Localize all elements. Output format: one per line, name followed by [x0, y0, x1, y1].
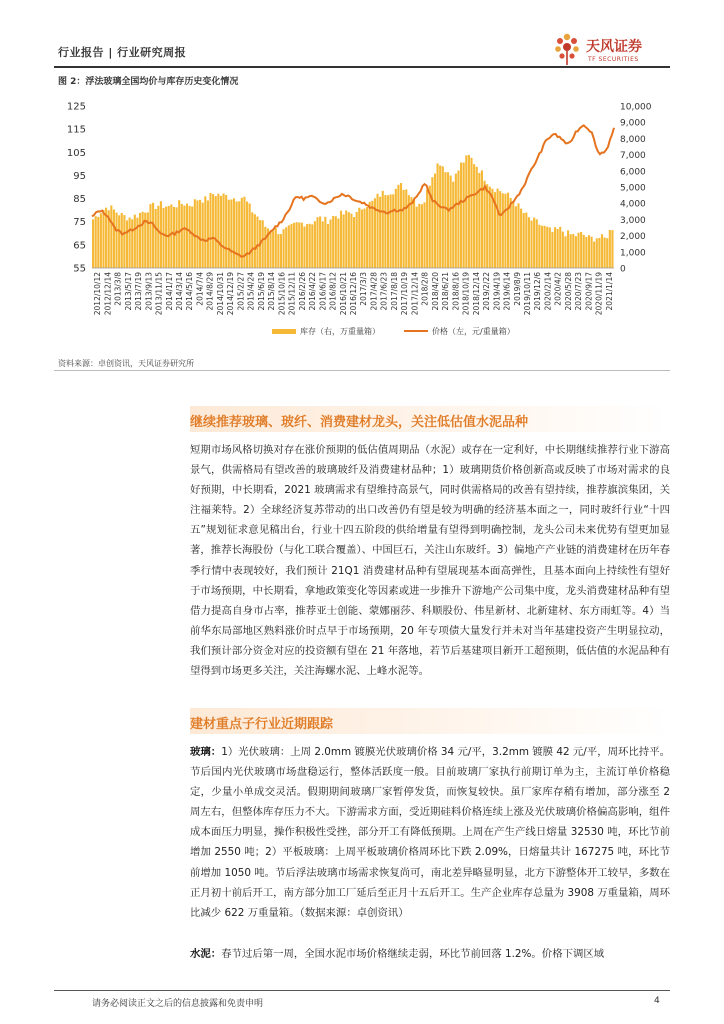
- company-logo: [540, 30, 670, 68]
- inventory-bar: [413, 199, 415, 268]
- inventory-bar: [403, 190, 405, 268]
- x-axis-tick-label: 2013/3/8: [113, 272, 123, 306]
- inventory-bar: [212, 194, 214, 268]
- x-axis-tick-label: 2017/4/28: [369, 272, 379, 311]
- left-axis-tick-label: 55: [73, 263, 86, 275]
- inventory-bar: [118, 215, 120, 268]
- inventory-bar: [269, 230, 271, 268]
- inventory-bar: [455, 174, 457, 268]
- inventory-bar: [606, 238, 608, 268]
- right-axis-tick-label: 2,000: [620, 232, 646, 243]
- right-axis-tick-label: 4,000: [620, 199, 646, 210]
- glass-paragraph: [190, 742, 670, 923]
- left-axis-tick-label: 105: [66, 147, 86, 159]
- inventory-bar: [580, 232, 582, 268]
- x-axis-tick-label: 2012/12/14: [103, 272, 113, 316]
- inventory-bar: [301, 223, 303, 268]
- inventory-bar: [460, 163, 462, 268]
- inventory-bar: [283, 229, 285, 268]
- inventory-bar: [236, 202, 238, 268]
- inventory-bar: [554, 227, 556, 268]
- inventory-bar: [126, 220, 128, 268]
- inventory-bar: [134, 215, 136, 268]
- inventory-bar: [358, 208, 360, 268]
- x-axis-tick-label: 2015/6/19: [256, 272, 266, 311]
- inventory-bar: [264, 227, 266, 268]
- x-axis-tick-label: 2013/11/15: [154, 272, 164, 316]
- inventory-bar: [249, 203, 251, 268]
- inventory-bar: [288, 225, 290, 268]
- inventory-bar: [324, 217, 326, 268]
- inventory-bar: [596, 238, 598, 268]
- x-axis-tick-label: 2019/12/6: [533, 272, 543, 311]
- inventory-bar: [369, 202, 371, 268]
- inventory-bar: [207, 200, 209, 268]
- x-axis-tick-label: 2016/2/26: [297, 272, 307, 311]
- inventory-bar: [510, 198, 512, 268]
- inventory-bar: [280, 234, 282, 268]
- inventory-bar: [272, 231, 274, 268]
- inventory-bar: [405, 189, 407, 268]
- inventory-bar: [314, 221, 316, 268]
- inventory-bar: [497, 189, 499, 268]
- inventory-bar: [533, 218, 535, 268]
- inventory-bar: [100, 213, 102, 268]
- inventory-bar: [123, 215, 125, 268]
- inventory-bar: [337, 219, 339, 268]
- inventory-bar: [95, 216, 97, 268]
- inventory-bar: [191, 206, 193, 268]
- inventory-bar: [549, 227, 551, 268]
- x-axis-tick-label: 2019/6/14: [502, 272, 512, 311]
- inventory-bar: [504, 194, 506, 268]
- x-axis-tick-label: 2017/6/23: [379, 272, 389, 311]
- left-axis-tick-label: 125: [66, 101, 86, 113]
- inventory-bar: [523, 213, 525, 268]
- x-axis-tick-label: 2019/2/22: [482, 272, 492, 311]
- inventory-bar: [275, 228, 277, 268]
- inventory-bar: [517, 203, 519, 268]
- x-axis-tick-label: 2015/10/16: [277, 272, 287, 316]
- x-axis-tick-label: 2016/12/16: [349, 272, 358, 316]
- inventory-bar: [256, 217, 258, 268]
- inventory-bar: [611, 230, 613, 268]
- inventory-bar: [486, 184, 488, 268]
- inventory-bar: [525, 213, 527, 268]
- right-axis-tick-label: 6,000: [620, 167, 646, 178]
- inventory-bar: [564, 236, 566, 268]
- inventory-bar: [220, 196, 222, 268]
- inventory-bar: [102, 210, 104, 268]
- inventory-bar: [356, 212, 358, 268]
- inventory-bar: [199, 200, 201, 268]
- inventory-bar: [489, 187, 491, 268]
- inventory-bar: [546, 227, 548, 268]
- inventory-bar: [215, 196, 217, 268]
- inventory-bar: [225, 195, 227, 268]
- inventory-bar: [575, 236, 577, 268]
- left-axis-tick-label: 85: [73, 194, 86, 206]
- header-divider: [54, 66, 670, 68]
- inventory-bar: [528, 217, 530, 268]
- right-axis-tick-label: 7,000: [620, 151, 646, 162]
- x-axis-tick-label: 2016/4/22: [308, 272, 318, 311]
- right-axis-tick-label: 3,000: [620, 215, 646, 226]
- inventory-bar: [538, 225, 540, 268]
- inventory-bar: [557, 229, 559, 268]
- inventory-bar: [567, 230, 569, 268]
- inventory-bar: [384, 195, 386, 268]
- inventory-bar: [254, 214, 256, 268]
- inventory-bar: [418, 204, 420, 268]
- report-type-title: 行业报告 | 行业研究周报: [58, 46, 187, 59]
- inventory-bar: [309, 224, 311, 268]
- x-axis-tick-label: 2014/12/19: [226, 272, 236, 316]
- inventory-bar: [439, 166, 441, 268]
- inventory-bar: [345, 210, 347, 268]
- inventory-bar: [330, 219, 332, 268]
- inventory-bar: [170, 204, 172, 268]
- inventory-bar: [447, 172, 449, 268]
- inventory-bar: [348, 212, 350, 268]
- inventory-bar: [363, 209, 365, 268]
- inventory-bar: [379, 197, 381, 268]
- right-axis-tick-label: 10,000: [620, 102, 652, 113]
- x-axis-tick-label: 2015/4/24: [246, 272, 256, 311]
- inventory-bar: [585, 237, 587, 268]
- x-axis-tick-label: 2020/2/14: [543, 272, 553, 311]
- inventory-bar: [593, 242, 595, 268]
- inventory-bar: [588, 235, 590, 268]
- inventory-bar: [217, 194, 219, 268]
- inventory-bar: [340, 211, 342, 268]
- logo-chinese-name: 天风证券: [586, 39, 642, 55]
- x-axis-tick-label: 2014/3/14: [175, 272, 184, 311]
- inventory-bar: [476, 167, 478, 268]
- inventory-bar: [332, 216, 334, 268]
- inventory-bar: [176, 207, 178, 268]
- x-axis-tick-label: 2018/12/14: [471, 272, 481, 316]
- inventory-bar: [178, 200, 180, 268]
- inventory-bar: [457, 171, 459, 268]
- inventory-bar: [570, 234, 572, 268]
- inventory-bar: [512, 201, 514, 268]
- price-inventory-chart: [54, 96, 670, 356]
- inventory-bar: [452, 182, 454, 268]
- inventory-bar: [434, 174, 436, 268]
- inventory-bar: [186, 204, 188, 268]
- inventory-bar: [129, 218, 131, 268]
- cement-paragraph: [190, 944, 670, 964]
- inventory-bar: [583, 235, 585, 268]
- x-axis-tick-label: 2015/12/11: [287, 272, 297, 316]
- inventory-bar: [442, 166, 444, 268]
- inventory-bar: [470, 158, 472, 268]
- logo-english-name: TF SECURITIES: [588, 56, 639, 63]
- inventory-bar: [110, 205, 112, 268]
- inventory-bar: [371, 201, 373, 268]
- left-axis-tick-label: 115: [66, 124, 86, 136]
- section1-title: 继续推荐玻璃、玻纤、消费建材龙头，关注低估值水泥品种: [190, 415, 529, 430]
- cement-text: 春节过后第一周，全国水泥市场价格继续走弱，环比节前回落 1.2%。价格下调区域: [221, 948, 605, 960]
- x-axis-tick-label: 2020/11/19: [594, 272, 604, 316]
- inventory-bar: [478, 173, 480, 268]
- inventory-bar: [165, 207, 167, 268]
- inventory-bar: [173, 207, 175, 268]
- section1-paragraph: 短期市场风格切换对存在涨价预期的低估值周期品（水泥）或存在一定利好，中长期继续推荐行业下游高景气，供需格局有望改善的玻璃玻纤及消费建材品种；1）玻璃期货价格创新高或反映了市场对需求的良好预期，中长期看，2021 玻璃需求有望维持高景气，同时供需格局的改善有望持续，推荐旗滨集团，关注福莱特。2）全球经济复苏带动的出口改善仍有望是较为明确的经济基本面之一，同时玻纤行业“十四五”规划征求意见稿出台，行业十四五阶段的供给增量有望得到明确控制，龙头公司未来优势有望更加显著，推荐长海股份（与化工联合覆盖）、中国巨石，关注山东玻纤。3）偏地产产业链的消费建材在历年春季行情中表现较好，我们预计 21Q1 消费建材品种有望展现基本面高弹性，且基本面向上持续性有望好于市场预期，中长期看，拿地政策变化等因素或进一步推升下游地产公司集中度，龙头消费建材品种有望借力提高自身市占率，推荐亚士创能、蒙娜丽莎、科顺股份、伟星新材、北新建材、东方雨虹等。4）当前华东局部地区熟料涨价时点早于市场预期，20 年专项债大量发行并未对当年基建投资产生明显拉动，我们预计部分资金对应的投资额有望在 21 年落地，若节后基建项目新开工超预期，低估值的水泥品种有望得到市场更多关注，关注海螺水泥、上峰水泥等。: [190, 444, 670, 678]
- inventory-bar: [559, 227, 561, 268]
- source-divider: [54, 370, 670, 371]
- x-axis-tick-label: 2018/6/21: [441, 272, 451, 311]
- inventory-bar: [551, 232, 553, 268]
- inventory-bar: [277, 234, 279, 268]
- glass-text: 1）光伏玻璃：上周 2.0mm 镀膜光伏玻璃价格 34 元/平，3.2mm 镀膜 42 元/平，周环比持平。节后国内光伏玻璃市场盘稳运行，整体活跃度一般。目前玻璃厂家执行前期订单为主，主流订单价格稳定，少量小单成交灵活。假期期间玻璃厂家暂停发货，而恢复较快。虽厂家库存稍有增加，部分涨至 2 周左右，但整体库存压力不大。下游需求方面，受近期硅料价格连续上涨及光伏玻璃价格偏高影响，组件成本面压力明显，操作积极性受挫，部分开工有降低预期。上周在产生产线日熔量 32530 吨，环比节前增加 2550 吨；2）平板玻璃：上周平板玻璃价格周环比下跌 2.09%，日熔量共计 167275 吨，环比节前增加 1050 吨。节后浮法玻璃市场需求恢复尚可，南北差异略显明显，北方下游整体开工较早，多数在正月初十前后开工，南方部分加工厂延后至正月十五后开工。生产企业库存总量为 3908 万重量箱，周环比减少 622 万重量箱。（数据来源：卓创资讯）: [190, 746, 670, 919]
- inventory-bar: [223, 194, 225, 268]
- right-axis-tick-label: 5,000: [620, 183, 646, 194]
- x-axis-tick-label: 2016/8/12: [328, 272, 338, 311]
- inventory-bar: [544, 226, 546, 268]
- inventory-bar: [322, 221, 324, 268]
- x-axis-tick-label: 2012/10/12: [93, 272, 103, 316]
- x-axis-tick-label: 2020/4/2: [553, 272, 563, 306]
- inventory-bar: [353, 217, 355, 268]
- inventory-bar: [431, 177, 433, 268]
- inventory-bar: [189, 206, 191, 268]
- inventory-bar: [335, 216, 337, 268]
- x-axis-tick-label: 2018/4/20: [430, 272, 440, 311]
- x-axis-tick-label: 2014/5/16: [185, 272, 195, 311]
- inventory-bar: [562, 232, 564, 268]
- inventory-bar: [183, 206, 185, 268]
- x-axis-tick-label: 2020/9/17: [584, 272, 594, 311]
- inventory-bar: [390, 194, 392, 268]
- inventory-bar: [293, 223, 295, 268]
- glass-label: 玻璃：: [190, 746, 222, 758]
- logo-flower-icon: [552, 32, 582, 66]
- inventory-bar: [303, 226, 305, 268]
- inventory-bar: [598, 238, 600, 268]
- x-axis-tick-label: 2015/2/27: [236, 272, 246, 311]
- footer-divider: [54, 990, 670, 991]
- inventory-bar: [316, 217, 318, 268]
- inventory-bar: [306, 224, 308, 268]
- x-axis-tick-label: 2019/10/11: [523, 272, 532, 316]
- inventory-bar: [499, 191, 501, 268]
- legend-inventory-swatch: [272, 329, 296, 334]
- inventory-bar: [376, 194, 378, 268]
- x-axis-tick-label: 2020/7/23: [574, 272, 584, 311]
- inventory-bar: [536, 219, 538, 268]
- inventory-bar: [298, 222, 300, 268]
- inventory-bar: [149, 204, 151, 268]
- inventory-bar: [468, 155, 470, 268]
- inventory-bar: [473, 164, 475, 268]
- inventory-bar: [233, 198, 235, 268]
- x-axis-tick-label: 2013/5/17: [123, 272, 133, 311]
- inventory-bar: [395, 189, 397, 268]
- inventory-bar: [423, 202, 425, 268]
- inventory-bar: [507, 193, 509, 268]
- x-axis-tick-label: 2014/10/31: [215, 272, 225, 316]
- x-axis-tick-label: 2018/2/8: [420, 272, 430, 306]
- inventory-bar: [591, 237, 593, 268]
- inventory-bar: [296, 222, 298, 268]
- inventory-bar: [465, 155, 467, 268]
- x-axis-tick-label: 2016/6/17: [318, 272, 328, 311]
- inventory-bar: [285, 227, 287, 268]
- inventory-bar: [609, 230, 611, 268]
- inventory-bar: [577, 233, 579, 268]
- right-axis-tick-label: 9,000: [620, 118, 646, 129]
- inventory-bar: [421, 204, 423, 268]
- x-axis-tick-label: 2020/5/28: [563, 272, 573, 311]
- inventory-bar: [142, 212, 144, 268]
- inventory-bar: [230, 200, 232, 268]
- inventory-bar: [155, 209, 157, 268]
- inventory-bar: [311, 224, 313, 268]
- right-axis-tick-label: 0: [620, 264, 626, 275]
- figure-source: 资料来源：卓创资讯，天风证券研究所: [58, 359, 194, 368]
- inventory-bar: [397, 185, 399, 268]
- left-axis-tick-label: 95: [73, 170, 86, 182]
- inventory-bar: [115, 213, 117, 268]
- inventory-bar: [238, 201, 240, 268]
- inventory-bar: [515, 206, 517, 268]
- inventory-bar: [246, 201, 248, 268]
- inventory-bar: [604, 237, 606, 268]
- right-axis-tick-label: 8,000: [620, 134, 646, 145]
- inventory-bar: [601, 234, 603, 268]
- inventory-bar: [209, 193, 211, 268]
- inventory-bar: [97, 217, 99, 268]
- x-axis-tick-label: 2017/12/14: [410, 272, 420, 316]
- inventory-bar: [327, 224, 329, 268]
- inventory-bar: [243, 197, 245, 268]
- x-axis-tick-label: 2015/8/14: [267, 272, 277, 311]
- inventory-bar: [520, 209, 522, 268]
- inventory-bar: [350, 214, 352, 268]
- x-axis-tick-label: 2014/1/17: [164, 272, 174, 311]
- inventory-bar: [361, 210, 363, 268]
- inventory-bar: [541, 226, 543, 268]
- inventory-bar: [343, 214, 345, 268]
- inventory-bar: [437, 163, 439, 268]
- figure-title: 图 2：浮法玻璃全国均价与库存历史变化情况: [58, 77, 239, 87]
- inventory-bar: [162, 208, 164, 268]
- x-axis-tick-label: 2021/1/14: [604, 272, 614, 311]
- inventory-bar: [262, 220, 264, 268]
- x-axis-tick-label: 2017/10/19: [400, 272, 410, 316]
- inventory-bar: [196, 200, 198, 268]
- x-axis-tick-label: 2019/8/9: [512, 272, 522, 306]
- x-axis-tick-label: 2013/9/13: [144, 272, 154, 311]
- inventory-bar: [139, 213, 141, 268]
- section2-title: 建材重点子行业近期跟踪: [190, 717, 334, 732]
- inventory-bar: [228, 200, 230, 268]
- x-axis-tick-label: 2018/8/16: [451, 272, 461, 311]
- inventory-bar: [392, 194, 394, 268]
- inventory-bar: [113, 209, 115, 268]
- x-axis-tick-label: 2018/10/19: [461, 272, 471, 316]
- inventory-bar: [484, 181, 486, 268]
- inventory-bar: [92, 219, 94, 268]
- inventory-bar: [121, 213, 123, 268]
- inventory-bar: [387, 195, 389, 268]
- inventory-bar: [382, 191, 384, 268]
- inventory-bar: [416, 207, 418, 268]
- inventory-bar: [572, 234, 574, 268]
- inventory-bar: [131, 219, 133, 268]
- inventory-bar: [444, 172, 446, 268]
- legend-price-label: 价格（左，元/重量箱）: [432, 327, 515, 336]
- inventory-bar: [290, 224, 292, 268]
- inventory-bar: [319, 216, 321, 268]
- page-number: 4: [654, 996, 660, 1006]
- inventory-bar: [366, 207, 368, 268]
- footer-disclaimer: 请务必阅读正文之后的信息披露和免责申明: [92, 999, 264, 1009]
- x-axis-tick-label: 2016/10/21: [338, 272, 348, 316]
- inventory-bar: [502, 193, 504, 268]
- x-axis-tick-label: 2014/7/4: [195, 272, 205, 306]
- inventory-bar: [530, 221, 532, 268]
- inventory-bar: [400, 183, 402, 268]
- inventory-bar: [202, 203, 204, 268]
- x-axis-tick-label: 2014/8/29: [205, 272, 215, 311]
- inventory-bar: [157, 206, 159, 268]
- x-axis-tick-label: 2017/3/3: [359, 272, 369, 306]
- inventory-bar: [204, 196, 206, 268]
- inventory-bar: [463, 162, 465, 268]
- inventory-bar: [251, 212, 253, 268]
- inventory-bar: [181, 204, 183, 268]
- inventory-bar: [194, 199, 196, 268]
- inventory-bar: [426, 189, 428, 268]
- left-axis-tick-label: 75: [73, 217, 86, 229]
- inventory-bar: [410, 197, 412, 268]
- x-axis-tick-label: 2013/7/19: [134, 272, 144, 311]
- left-axis-tick-label: 65: [73, 240, 86, 252]
- page-header: [54, 30, 670, 70]
- legend-inventory-label: 库存（右，万重量箱）: [300, 327, 380, 336]
- x-axis-tick-label: 2017/8/18: [389, 272, 399, 311]
- inventory-bar: [450, 176, 452, 268]
- cement-label: 水泥：: [190, 948, 222, 960]
- inventory-bar: [481, 170, 483, 268]
- x-axis-tick-label: 2019/4/19: [492, 272, 502, 311]
- inventory-bar: [152, 203, 154, 268]
- right-axis-tick-label: 1,000: [620, 248, 646, 259]
